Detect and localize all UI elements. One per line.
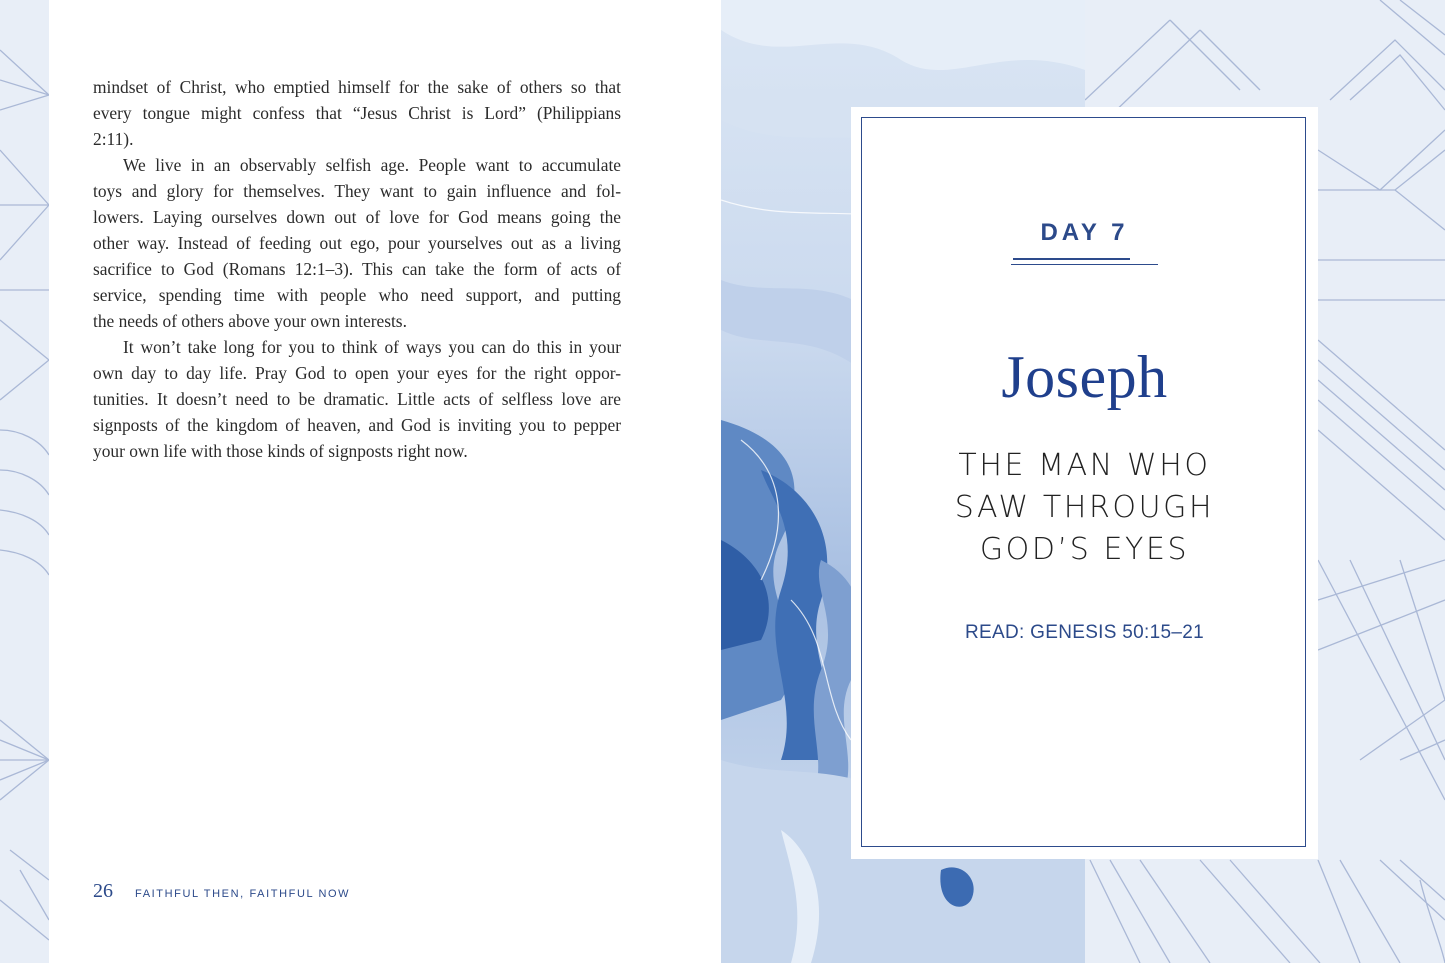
running-head: FAITHFUL THEN, FAITHFUL NOW [135,888,351,900]
scripture-reading: READ: GENESIS 50:15–21 [965,622,1204,643]
text-line: service, spending time with people who need support, and putting [93,285,621,305]
divider-rule [1011,264,1158,265]
text-line: 2:11). [93,129,134,149]
chapter-subtitle [851,445,1318,571]
page-number: 26 [93,880,113,902]
text-line: every tongue might confess that “Jesus Christ is Lord” (Philippians [93,103,621,123]
subtitle-line: SAW THROUGH [954,490,1215,525]
subtitle-line: THE MAN WHO [958,448,1211,483]
chapter-title: Joseph [1001,344,1168,410]
text-line: tunities. It doesn’t need to be dramatic. Little acts of selfless love are [93,389,621,409]
text-line: own day to day life. Pray God to open your eyes for the right oppor- [93,363,621,383]
chapter-opener-card [851,107,1318,859]
text-line: toys and glory for themselves. They want to gain influence and fol- [93,181,621,201]
text-line: sacrifice to God (Romans 12:1–3). This can take the form of acts of [93,259,621,279]
text-line: It won’t take long for you to think of ways you can do this in your [123,337,621,357]
subtitle-line: GOD’S EYES [979,532,1190,567]
divider-rule [1013,258,1130,260]
text-line: mindset of Christ, who emptied himself for the sake of others so that [93,77,621,97]
text-line: signposts of the kingdom of heaven, and God is inviting you to pepper [93,415,621,435]
day-label: DAY 7 [1040,219,1129,246]
text-line: lowers. Laying ourselves down out of love for God means going the [93,207,621,227]
text-line: We live in an observably selfish age. People want to accumulate [123,155,621,175]
page-footer [93,880,350,906]
body-text [93,74,621,464]
text-line: the needs of others above your own interests. [93,311,407,331]
text-line: your own life with those kinds of signposts right now. [93,441,468,461]
left-page [49,0,721,963]
text-line: other way. Instead of feeding out ego, pour yourselves out as a living [93,233,621,253]
